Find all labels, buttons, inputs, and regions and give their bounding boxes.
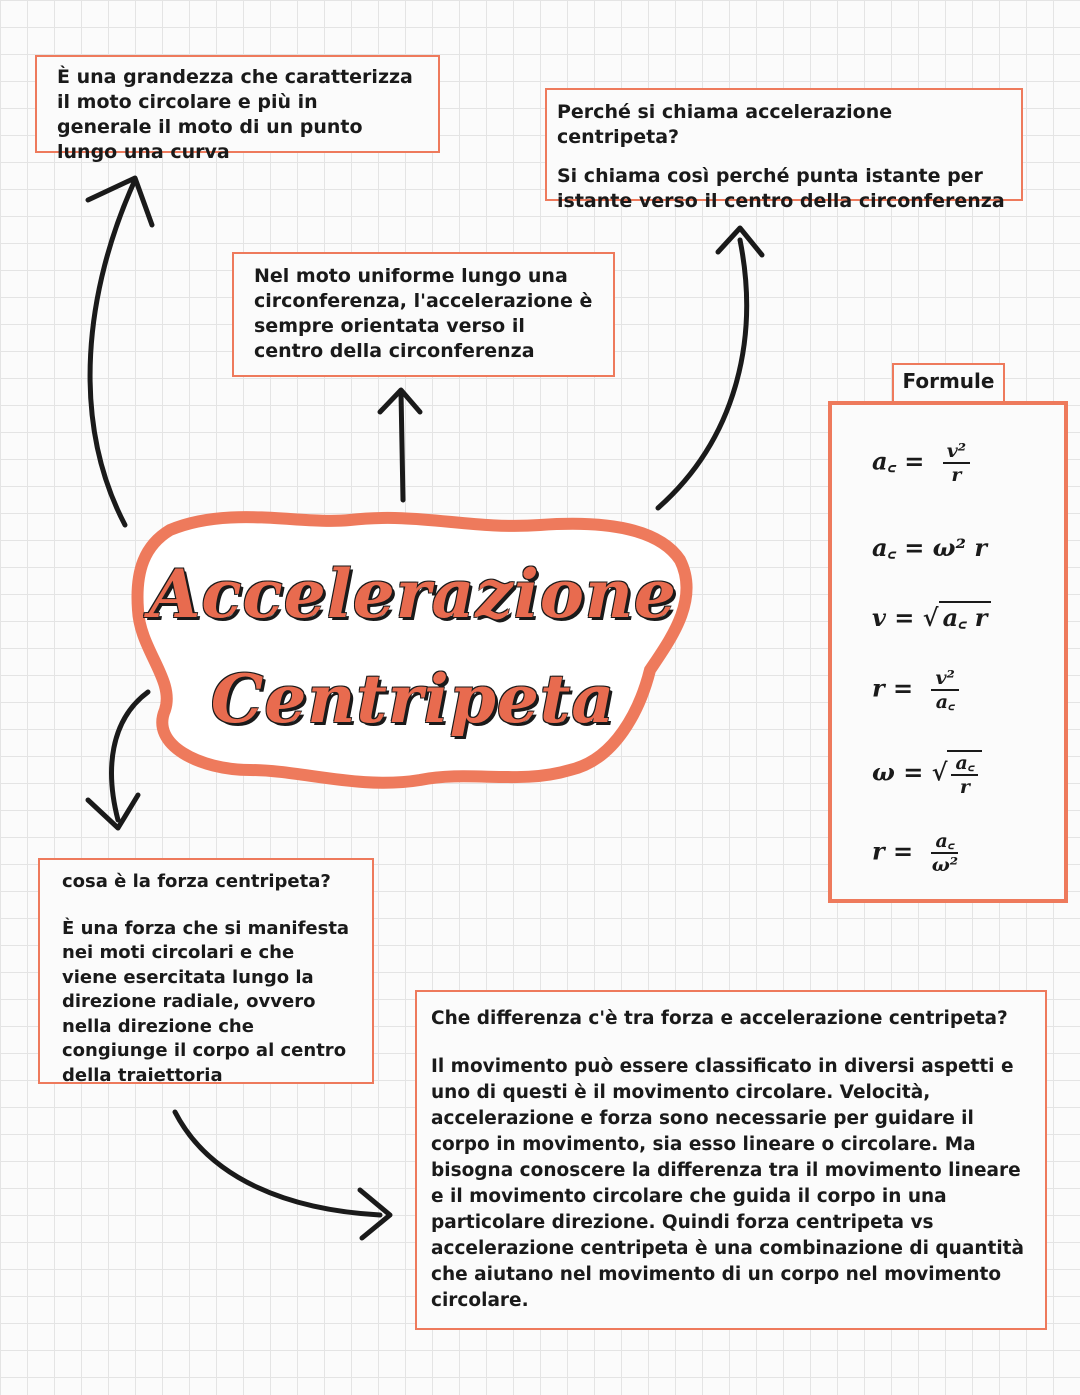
formula-4-den: a꜀ xyxy=(935,691,955,713)
sqrt-icon: √ xyxy=(922,603,939,632)
formulas-box xyxy=(828,401,1068,903)
difference-answer: Il movimento può essere classificato in diversi aspetti e uno di questi è il movimento circolare. Velocità, accelerazione e forza sono necessarie per guidare il corpo in movimento, sia esso lineare o circolare. Ma bisogna conoscere la differenza tra il movimento lineare e il movimento circolare che guida il corpo in una particolare direzione. Quindi forza centripeta vs accelerazione centripeta è una combinazione di quantità che aiutano nel movimento di un corpo nel movimento circolare. xyxy=(431,1056,1025,1311)
formula-4-num: v² xyxy=(931,667,958,691)
formula-6-num: a꜀ xyxy=(931,830,958,854)
formula-3-root: a꜀ r xyxy=(939,601,992,632)
formula-2 xyxy=(872,535,987,560)
formula-3-left: v = xyxy=(872,603,915,632)
formula-5-left: ω = xyxy=(872,757,924,787)
formula-5-den: r xyxy=(959,776,970,798)
formula-6-fraction xyxy=(931,830,958,876)
difference-box xyxy=(415,990,1047,1330)
arrow-to-why xyxy=(658,240,747,508)
sqrt-icon: √ xyxy=(931,757,948,787)
formula-4-left: r = xyxy=(872,673,914,703)
why-box xyxy=(545,88,1023,212)
formula-5-num: a꜀ xyxy=(951,752,978,776)
formula-1 xyxy=(872,440,970,486)
formula-5-fraction xyxy=(947,750,982,798)
uniform-motion-text: Nel moto uniforme lungo una circonferenza, l'accelerazione è sempre orientata verso il centro della circonferenza xyxy=(254,265,593,362)
arrow-to-definition xyxy=(90,180,135,525)
formula-2-text: a꜀ = ω² r xyxy=(872,533,988,562)
why-question: Perché si chiama accelerazione centripeta? xyxy=(557,101,893,148)
arrow-to-difference xyxy=(175,1112,380,1215)
force-answer: È una forza che si manifesta nei moti circolari e che viene esercitata lungo la direzione radiale, ovvero nella direzione che congiunge il corpo al centro della traiettoria xyxy=(62,917,350,1086)
formula-3 xyxy=(872,605,991,630)
formula-4 xyxy=(872,667,959,713)
difference-question: Che differenza c'è tra forza e accelerazione centripeta? xyxy=(431,1008,1008,1029)
title-line-2: Centripeta xyxy=(210,660,616,738)
formula-1-num: v² xyxy=(943,440,970,464)
main-title xyxy=(128,515,698,795)
definition-text: È una grandezza che caratterizza il moto circolare e più in generale il moto di un punto lungo una curva xyxy=(57,66,413,163)
uniform-motion-box xyxy=(232,252,615,377)
formula-1-left: a꜀ = xyxy=(872,446,925,476)
force-box xyxy=(38,858,374,1084)
formulas-tab xyxy=(892,363,1005,403)
formula-1-den: r xyxy=(951,464,962,486)
formula-5 xyxy=(872,750,982,798)
force-question: cosa è la forza centripeta? xyxy=(62,871,331,892)
formula-4-fraction xyxy=(931,667,958,713)
formula-6-den: ω² xyxy=(931,854,959,876)
definition-box xyxy=(35,55,440,163)
formula-6 xyxy=(872,830,958,876)
title-line-1: Accelerazione xyxy=(149,555,677,633)
formula-6-left: r = xyxy=(872,836,914,866)
formula-1-fraction xyxy=(943,440,970,486)
why-answer: Si chiama così perché punta istante per istante verso il centro della circonferenza xyxy=(557,165,1005,212)
formulas-tab-label: Formule xyxy=(902,369,995,393)
arrow-to-uniform-motion xyxy=(401,392,403,500)
